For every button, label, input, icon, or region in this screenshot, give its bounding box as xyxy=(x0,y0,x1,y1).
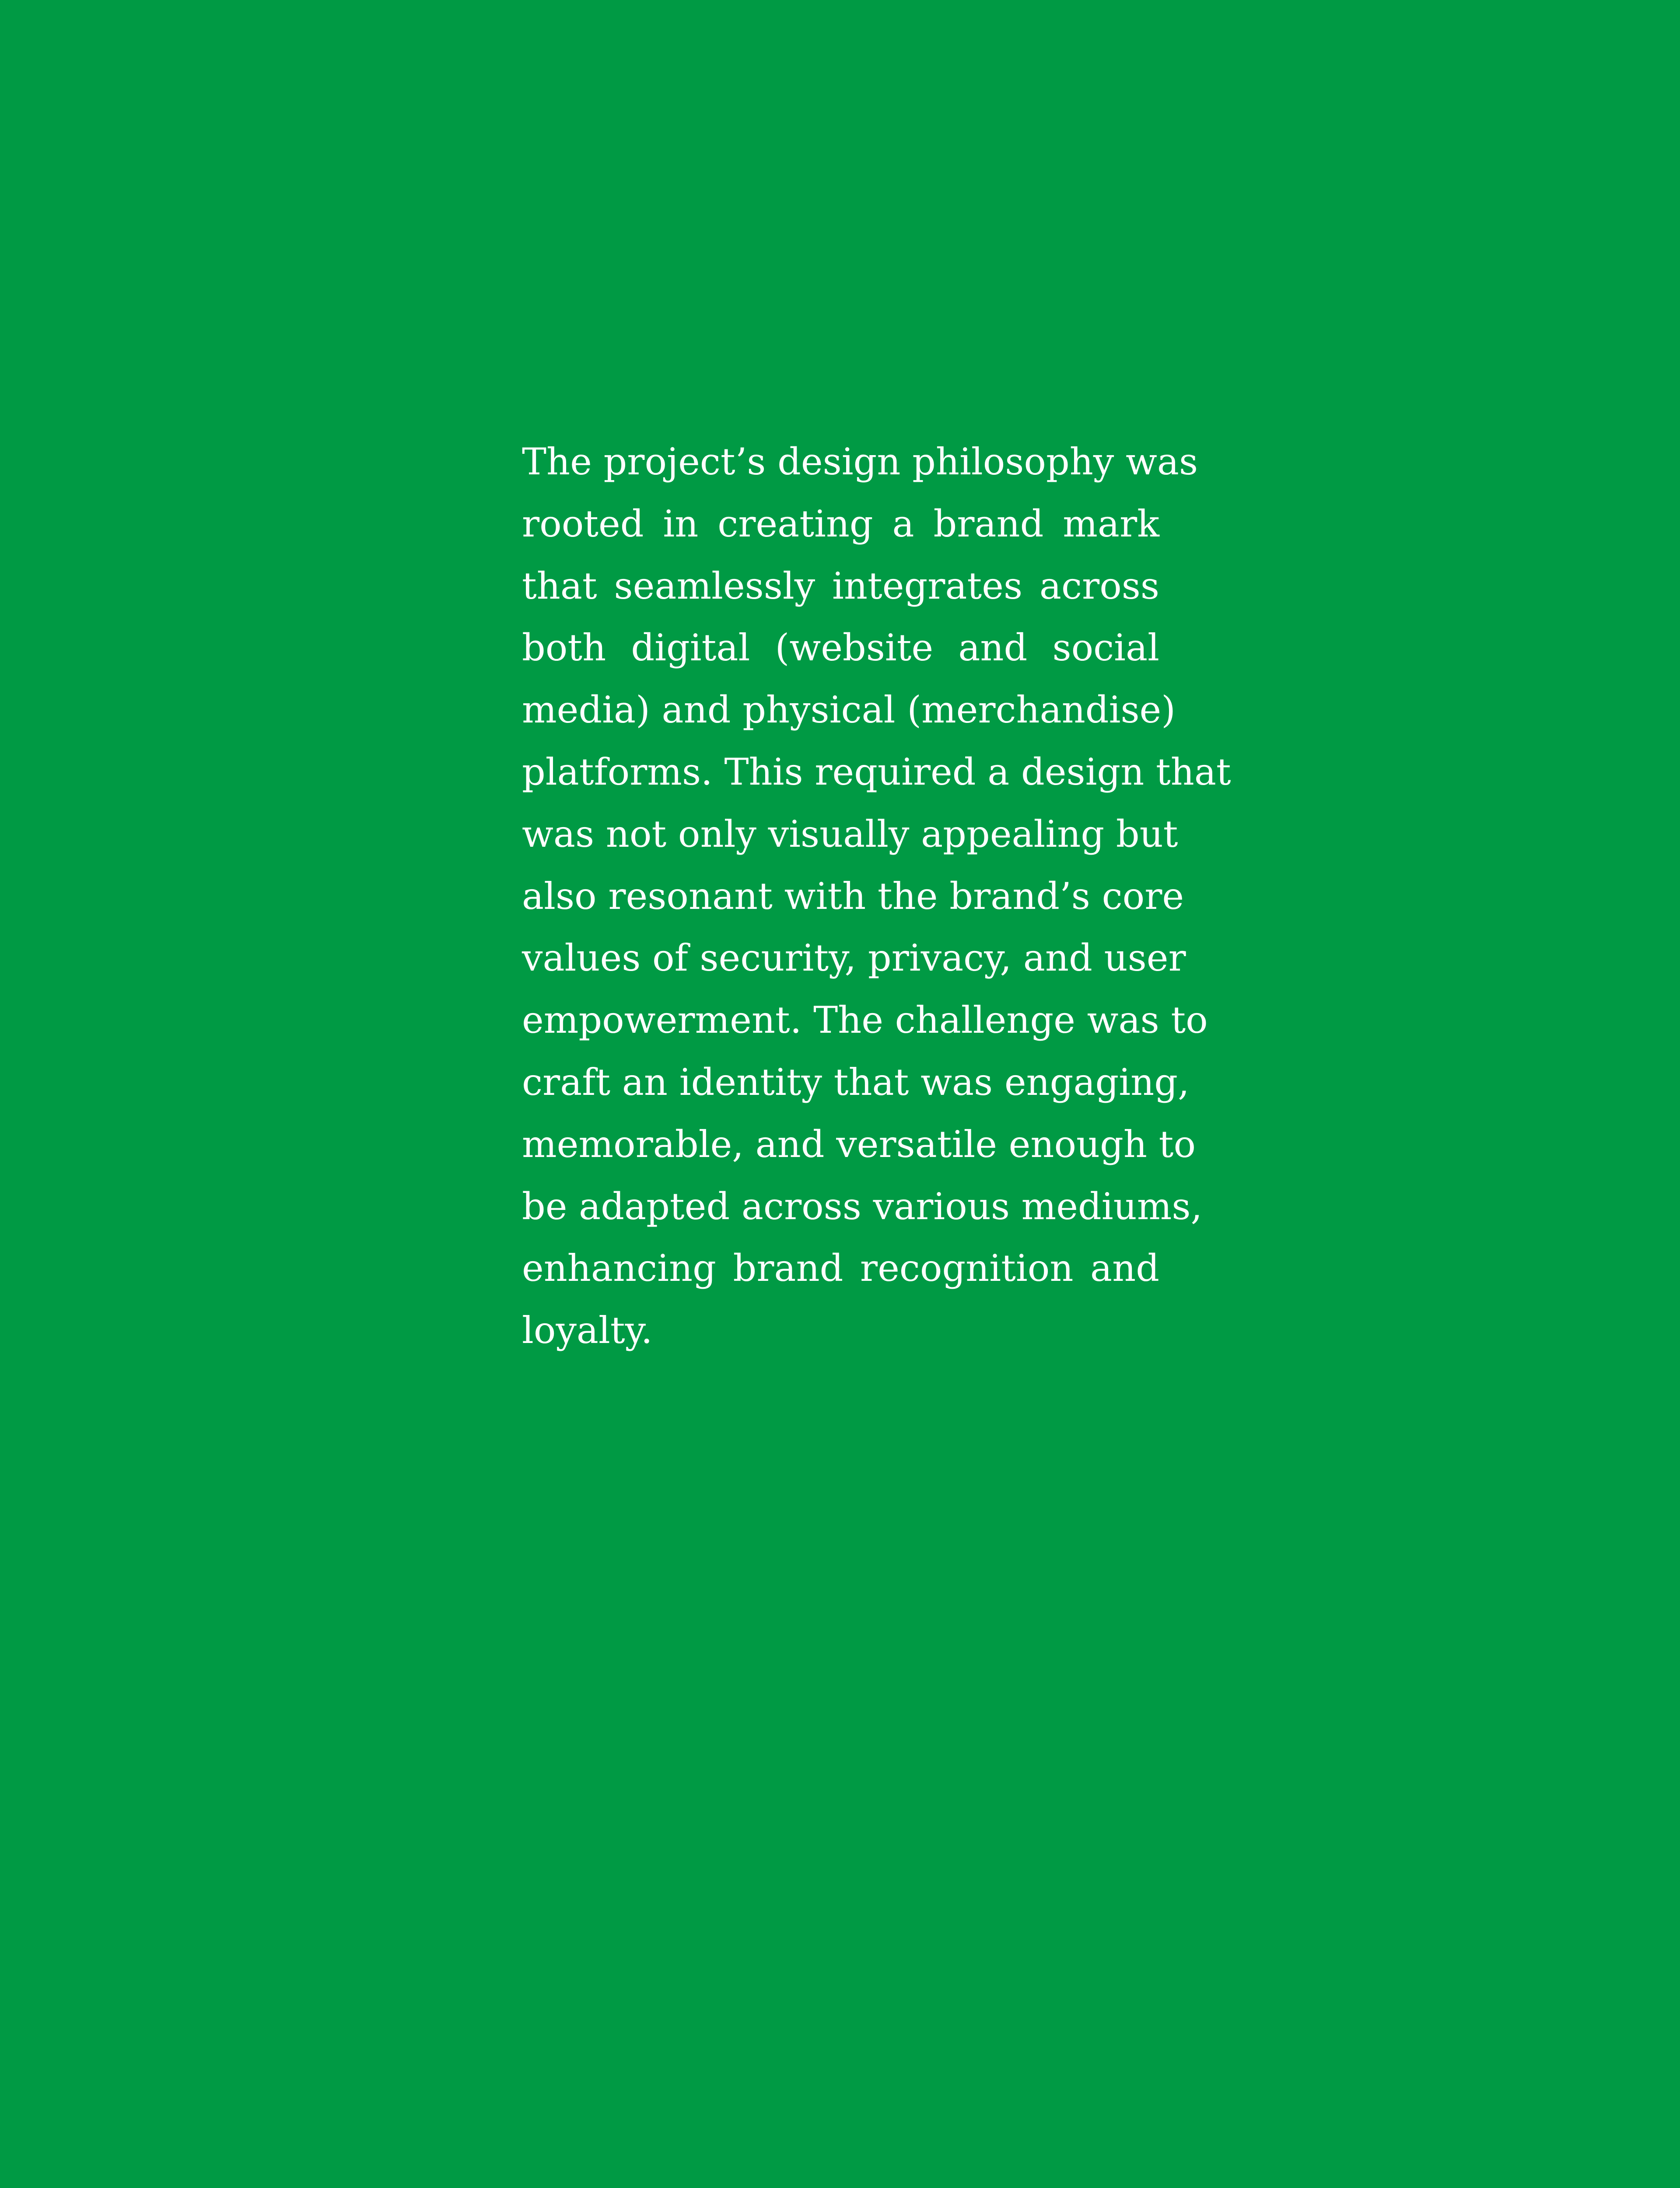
body-paragraph xyxy=(522,431,1231,1362)
paragraph-line: The project’s design philosophy was xyxy=(522,440,1198,483)
paragraph-line: loyalty. xyxy=(522,1309,653,1352)
paragraph-line: platforms. This required a design that xyxy=(522,750,1231,793)
paragraph-line: craft an identity that was engaging, xyxy=(522,1060,1190,1104)
paragraph-line: was not only visually appealing but xyxy=(522,812,1178,856)
paragraph-line: that seamlessly integrates across xyxy=(522,564,1159,607)
paragraph-line: be adapted across various mediums, xyxy=(522,1185,1203,1228)
paragraph-line: enhancing brand recognition and xyxy=(522,1247,1159,1290)
paragraph-line: also resonant with the brand’s core xyxy=(522,874,1184,918)
paragraph-line: memorable, and versatile enough to xyxy=(522,1122,1196,1166)
paragraph-line: values of security, privacy, and user xyxy=(522,936,1186,980)
paragraph-line: media) and physical (merchandise) xyxy=(522,688,1176,732)
paragraph-line: both digital (website and social xyxy=(522,626,1159,670)
paragraph-line: empowerment. The challenge was to xyxy=(522,999,1208,1042)
paragraph-line: rooted in creating a brand mark xyxy=(522,502,1159,545)
